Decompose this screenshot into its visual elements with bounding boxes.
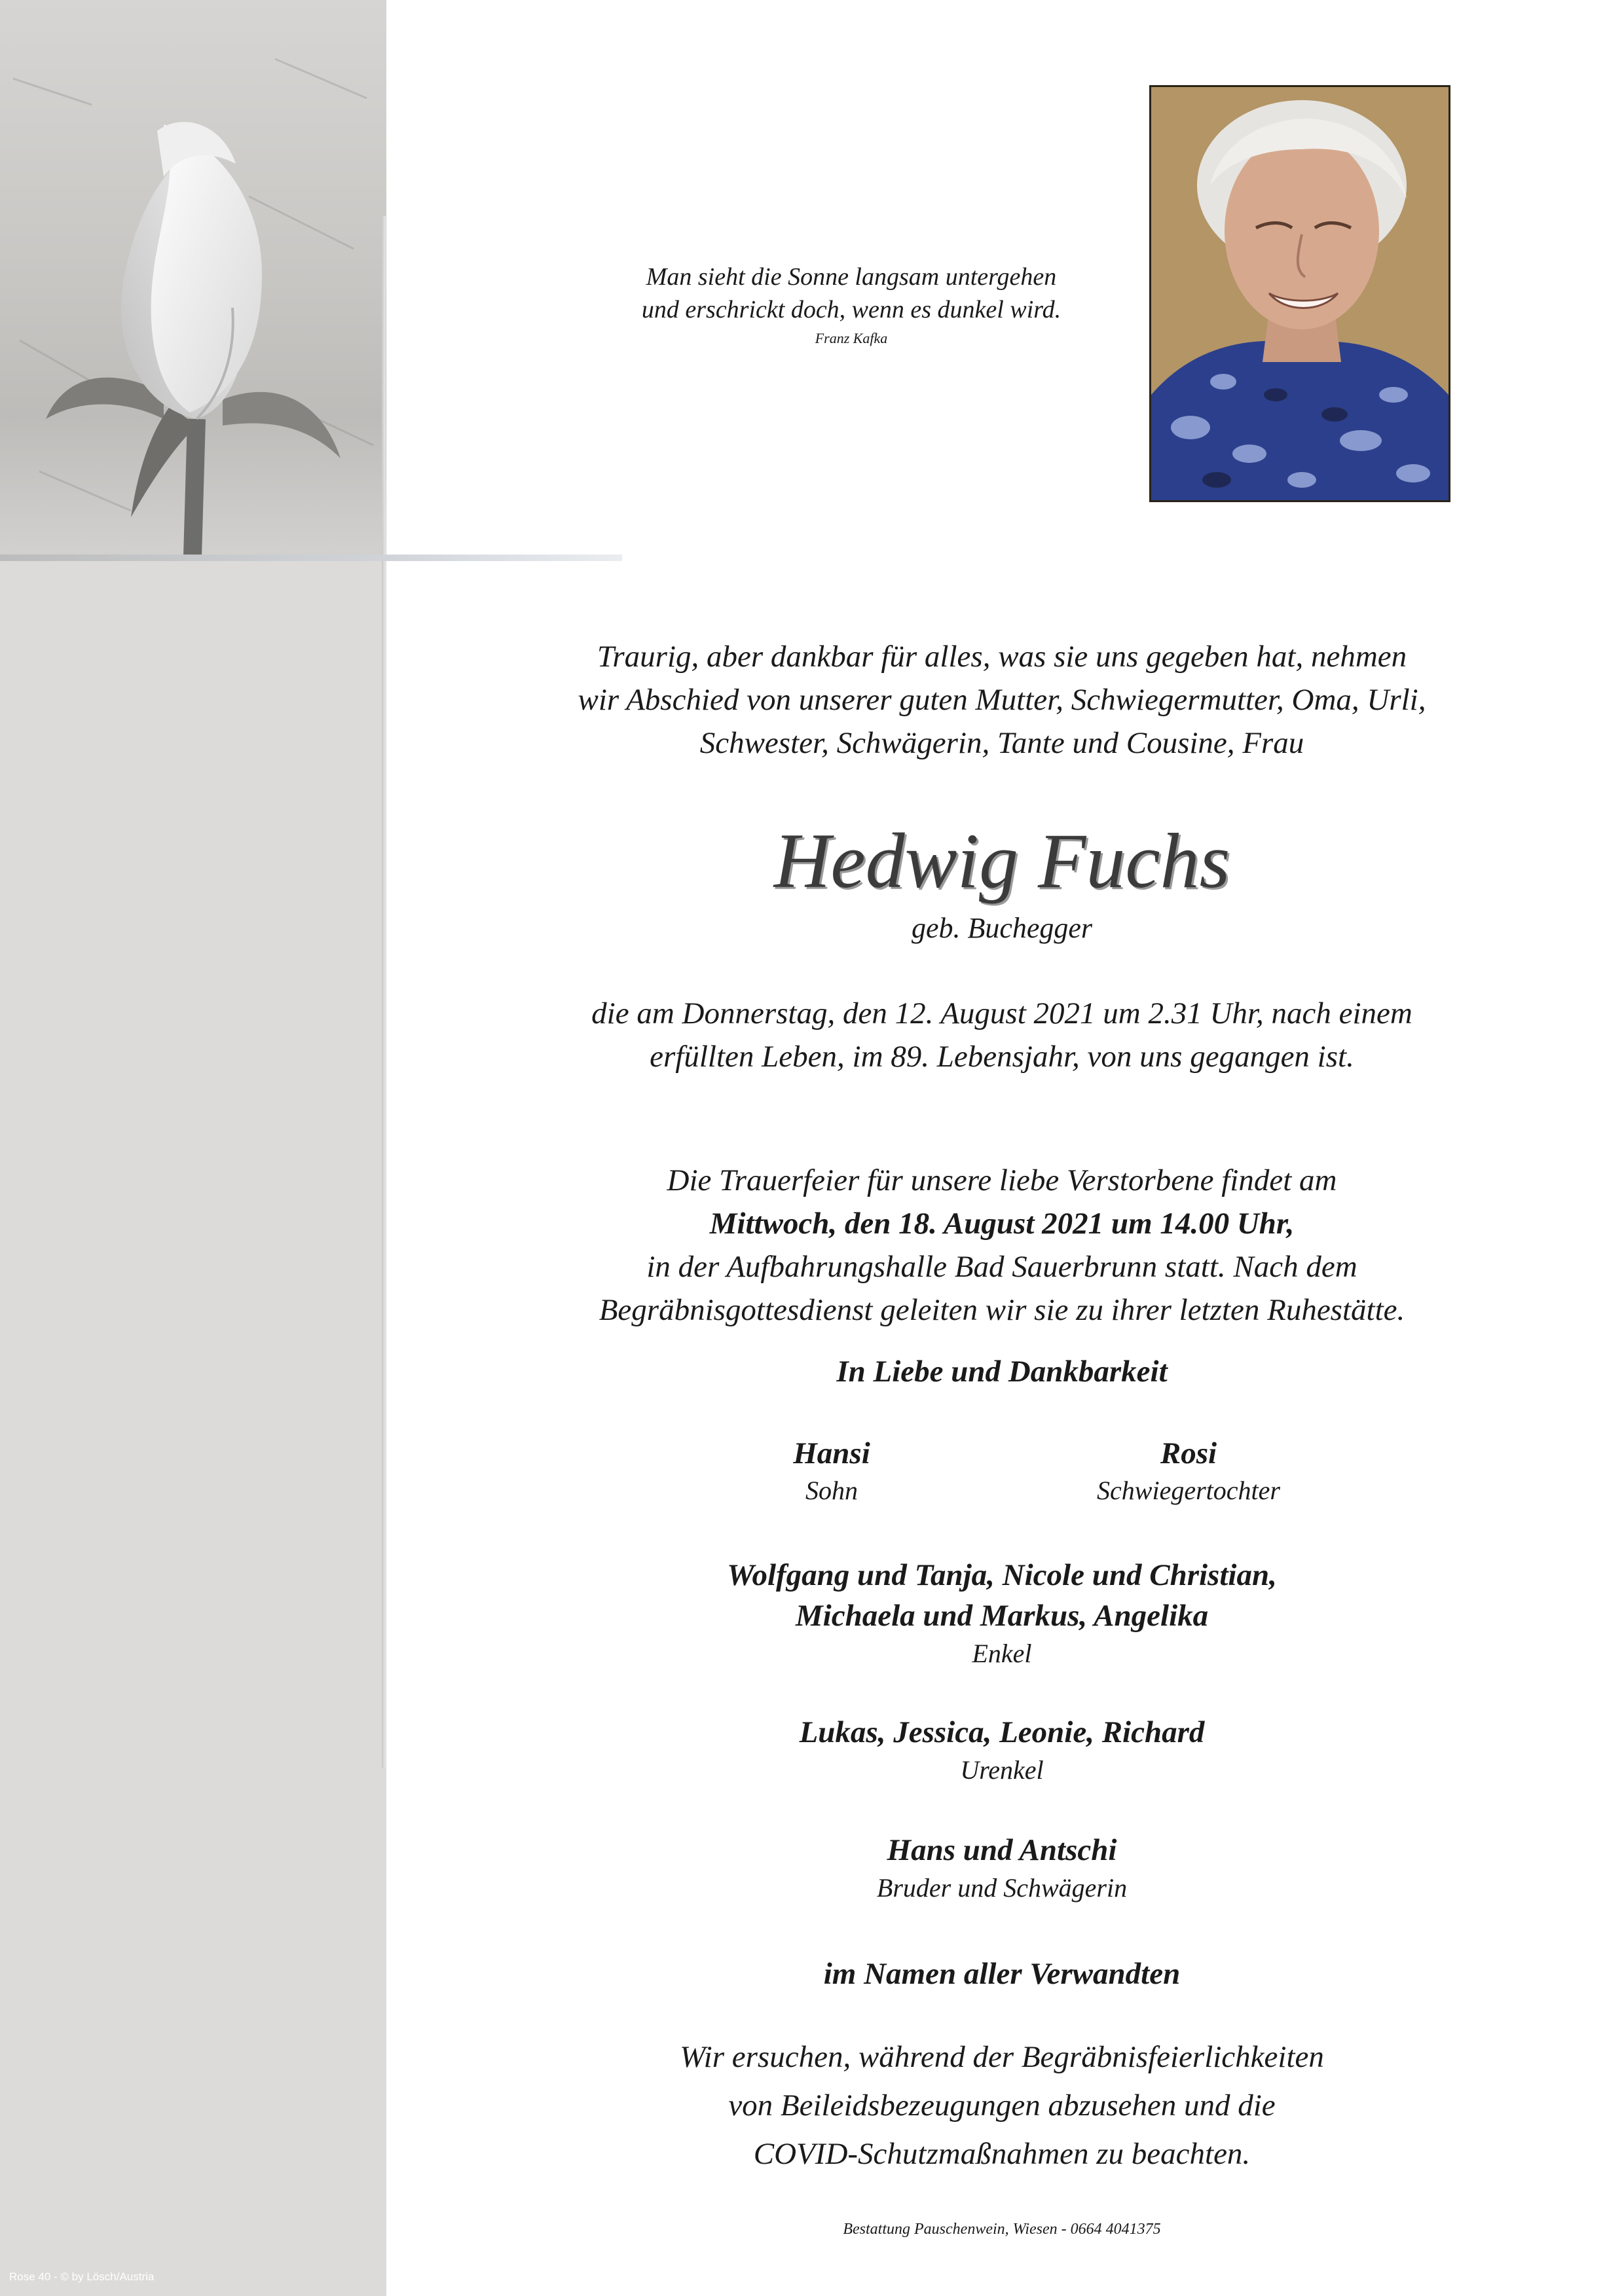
request-line: Wir ersuchen, während der Begräbnisfeierlichkeiten bbox=[680, 2040, 1324, 2074]
great-grandchildren-role: Urenkel bbox=[960, 1755, 1044, 1785]
son-role: Sohn bbox=[805, 1476, 858, 1505]
portrait-icon bbox=[1151, 87, 1449, 500]
vertical-divider bbox=[382, 216, 386, 1768]
death-line: erfüllten Leben, im 89. Lebensjahr, von uns gegangen ist. bbox=[650, 1040, 1354, 1074]
quote-author: Franz Kafka bbox=[815, 330, 888, 346]
relatives-closing: im Namen aller Verwandten bbox=[823, 1957, 1181, 1991]
ceremony-line: in der Aufbahrungshalle Bad Sauerbrunn statt. Nach dem bbox=[646, 1250, 1357, 1284]
grandchildren-role: Enkel bbox=[972, 1639, 1032, 1668]
son-name: Hansi bbox=[793, 1436, 870, 1470]
grandchildren-names: Michaela und Markus, Angelika bbox=[795, 1599, 1209, 1633]
funeral-home-footer: Bestattung Pauschenwein, Wiesen - 0664 4041375 bbox=[843, 2221, 1161, 2238]
grandchildren-names: Wolfgang und Tanja, Nicole und Christian, bbox=[727, 1558, 1277, 1592]
siblings-role: Bruder und Schwägerin bbox=[876, 1873, 1128, 1903]
quote-line: und erschrickt doch, wenn es dunkel wird. bbox=[641, 296, 1061, 323]
portrait-photo bbox=[1149, 85, 1450, 502]
request-line: COVID-Schutzmaßnahmen zu beachten. bbox=[753, 2137, 1251, 2171]
intro-text bbox=[419, 635, 1585, 765]
deceased-name: Hedwig Fuchs bbox=[773, 817, 1230, 904]
daughter-in-law-role: Schwiegertochter bbox=[1097, 1476, 1280, 1505]
siblings-entry bbox=[419, 1830, 1585, 1906]
intro-line: Schwester, Schwägerin, Tante und Cousine, Frau bbox=[699, 726, 1304, 760]
siblings-names: Hans und Antschi bbox=[887, 1833, 1117, 1867]
intro-line: wir Abschied von unserer guten Mutter, Schwiegermutter, Oma, Urli, bbox=[578, 683, 1426, 717]
grandchildren-entry bbox=[419, 1555, 1585, 1671]
horizontal-divider bbox=[0, 555, 622, 561]
son-entry bbox=[661, 1434, 1002, 1508]
mourners-heading: In Liebe und Dankbarkeit bbox=[836, 1355, 1168, 1389]
condolence-request bbox=[419, 2033, 1585, 2178]
daughter-in-law-name: Rosi bbox=[1160, 1436, 1217, 1470]
request-line: von Beileidsbezeugungen abzusehen und die bbox=[728, 2088, 1276, 2123]
great-grandchildren-names: Lukas, Jessica, Leonie, Richard bbox=[799, 1715, 1205, 1749]
ceremony-line: Die Trauerfeier für unsere liebe Verstorbene findet am bbox=[667, 1163, 1337, 1197]
ceremony-date: Mittwoch, den 18. August 2021 um 14.00 Uhr, bbox=[709, 1207, 1295, 1241]
quote-line: Man sieht die Sonne langsam untergehen bbox=[646, 263, 1057, 291]
great-grandchildren-entry bbox=[419, 1712, 1585, 1788]
death-line: die am Donnerstag, den 12. August 2021 um 2.31 Uhr, nach einem bbox=[591, 996, 1412, 1030]
rose-image bbox=[0, 0, 386, 556]
white-rose-icon bbox=[0, 0, 386, 556]
ceremony-details bbox=[419, 1159, 1585, 1332]
ceremony-line: Begräbnisgottesdienst geleiten wir sie zu ihrer letzten Ruhestätte. bbox=[599, 1293, 1405, 1327]
image-credit: Rose 40 - © by Lösch/Austria bbox=[9, 2270, 155, 2283]
death-details bbox=[419, 992, 1585, 1078]
quote bbox=[517, 261, 1185, 326]
maiden-name: geb. Buchegger bbox=[911, 912, 1093, 944]
daughter-in-law-entry bbox=[1018, 1434, 1359, 1508]
intro-line: Traurig, aber dankbar für alles, was sie uns gegeben hat, nehmen bbox=[597, 640, 1407, 674]
